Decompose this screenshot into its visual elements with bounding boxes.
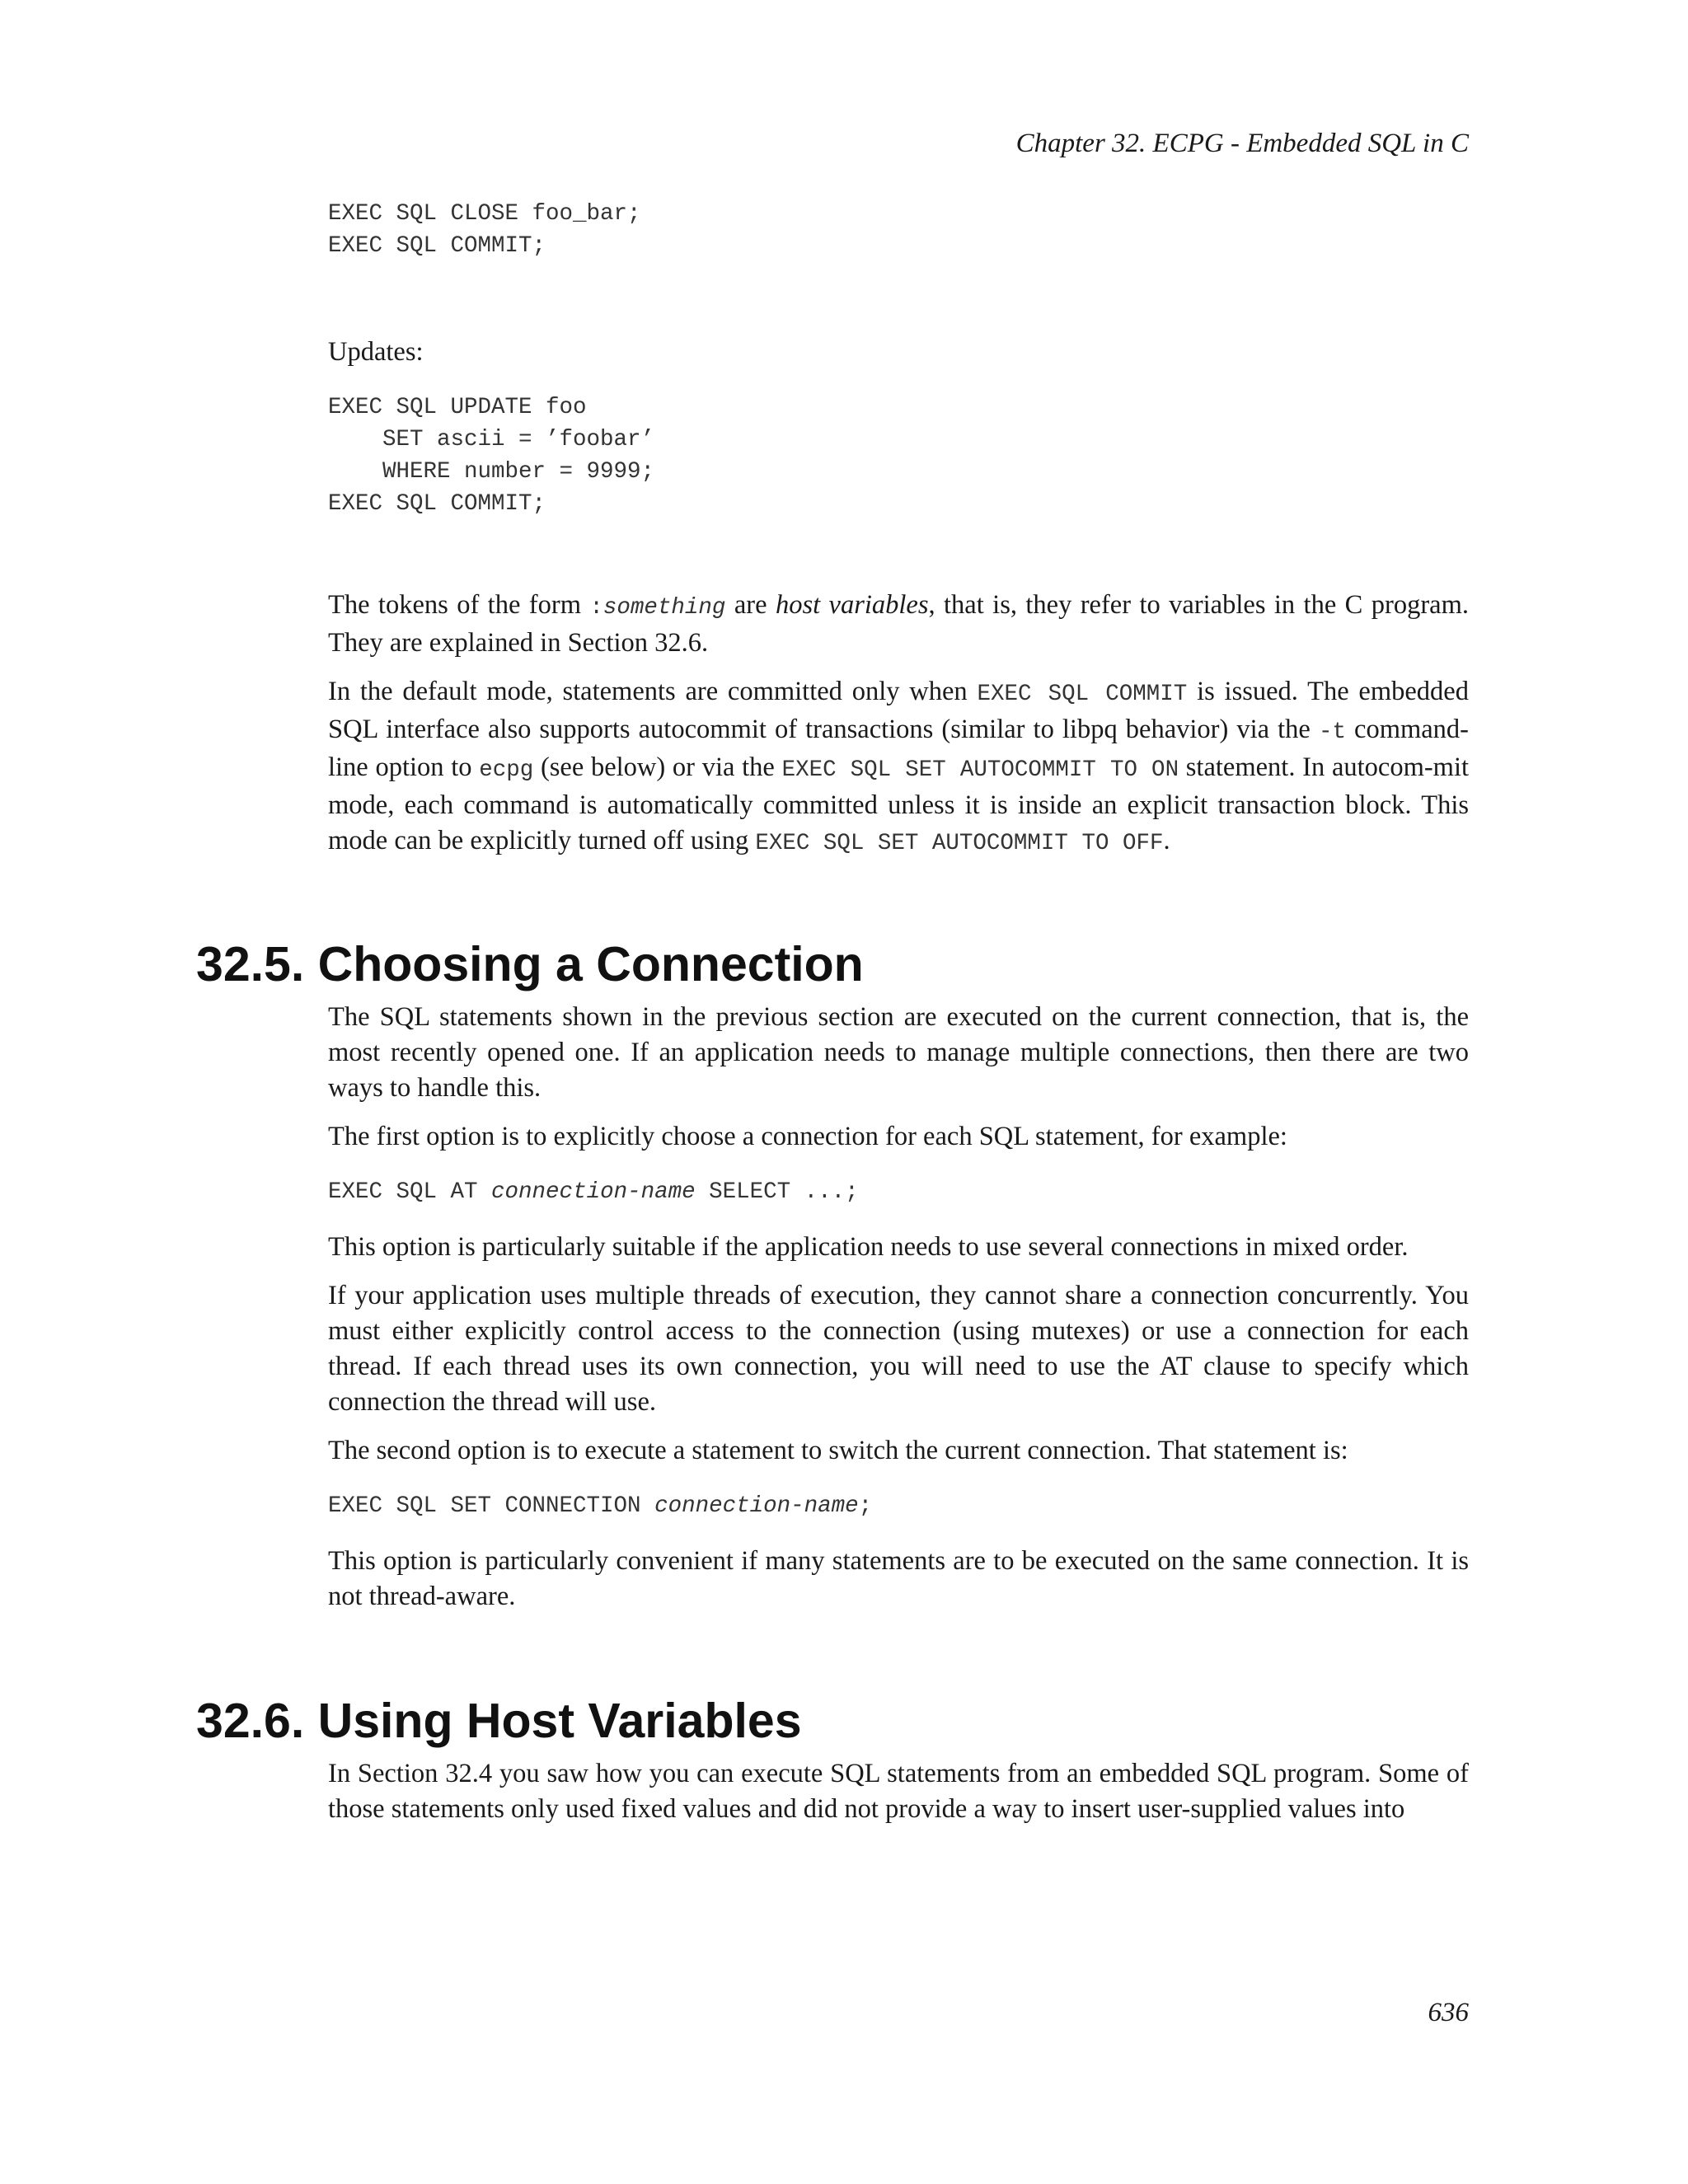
- paragraph-current-connection: The SQL statements shown in the previous section are executed on the current connection, that is, the most recently opened one. If an application needs to manage multiple connections, then there are two ways to handle this.: [328, 1002, 1469, 1103]
- code-listing-update: EXEC SQL UPDATE foo SET ascii = ’foobar’ WHERE number = 9999; EXEC SQL COMMIT;: [328, 395, 655, 517]
- section-32-5-body: [328, 1000, 1469, 1615]
- inline-code-exec-sql-commit: EXEC SQL COMMIT: [977, 682, 1188, 707]
- paragraph-tokens: [328, 588, 1469, 661]
- section-heading-32-5: 32.5. Choosing a Connection: [196, 937, 864, 991]
- paragraph-thread-aware: This option is particularly convenient if many statements are to be executed on the same connection. It is not thread-aware.: [328, 1546, 1469, 1611]
- inline-code: :something: [589, 595, 726, 621]
- running-header: Chapter 32. ECPG - Embedded SQL in C: [1015, 129, 1469, 158]
- replaceable-connection-name: connection-name: [654, 1493, 859, 1519]
- updates-label-block: [328, 335, 1469, 370]
- section-heading-32-6: 32.6. Using Host Variables: [196, 1694, 802, 1748]
- inline-code-autocommit-off: EXEC SQL SET AUTOCOMMIT TO OFF: [755, 831, 1164, 856]
- inline-code-t-option: -t: [1318, 719, 1346, 745]
- replaceable-connection-name: connection-name: [491, 1179, 696, 1205]
- paragraph-section-32-4-reference: In Section 32.4 you saw how you can execute SQL statements from an embedded SQL program. Some of those statements only used fixed values and did not provide a way to insert user-supplied values into: [328, 1759, 1469, 1824]
- replaceable-something: something: [603, 595, 726, 621]
- paragraph-host-variables: The tokens of the form :something are host variables, that is, they refer to variables in the C program. They are explained in Section 32.6.: [328, 590, 1469, 658]
- code-listing-close: EXEC SQL CLOSE foo_bar; EXEC SQL COMMIT;: [328, 201, 641, 259]
- paragraph-second-option: The second option is to execute a statement to switch the current connection. That statement is:: [328, 1436, 1348, 1465]
- updates-label: Updates:: [328, 337, 424, 367]
- code-close-block: [328, 0, 1469, 262]
- page-number: 636: [1428, 1998, 1469, 2027]
- code-listing-set-connection: EXEC SQL SET CONNECTION connection-name;: [328, 1493, 873, 1519]
- paragraph-threads: If your application uses multiple threads of execution, they cannot share a connection concurrently. You must either explicitly control access to the connection (using mutexes) or use a connection for each thread. If each thread uses its own connection, you will need to use the AT clause to specify which connection the thread will use.: [328, 1281, 1469, 1417]
- paragraph-mixed-order: This option is particularly suitable if the application needs to use several connections in mixed order.: [328, 1232, 1409, 1262]
- paragraph-first-option: The first option is to explicitly choose a connection for each SQL statement, for example:: [328, 1122, 1287, 1151]
- paragraph-autocommit: In the default mode, statements are committed only when EXEC SQL COMMIT is issued. The embedded SQL interface also supports autocommit of transactions (similar to libpq behavior) via the -t command-line option to ecpg (see below) or via the EXEC SQL SET AUTOCOMMIT TO ON statement. In autocom-mit mode, each command is automatically committed unless it is inside an explicit transaction block. This mode can be explicitly turned off using EXEC SQL SET AUTOCOMMIT TO OFF.: [328, 677, 1470, 856]
- emphasis-host-variables: host variables: [775, 590, 929, 620]
- inline-code-autocommit-on: EXEC SQL SET AUTOCOMMIT TO ON: [781, 757, 1179, 783]
- code-listing-at-connection: EXEC SQL AT connection-name SELECT ...;: [328, 1179, 859, 1205]
- section-32-6-body: [328, 1756, 1469, 1827]
- inline-code-ecpg: ecpg: [479, 757, 534, 783]
- code-update-block: [328, 391, 1469, 520]
- paragraph-default-mode: [328, 674, 1469, 861]
